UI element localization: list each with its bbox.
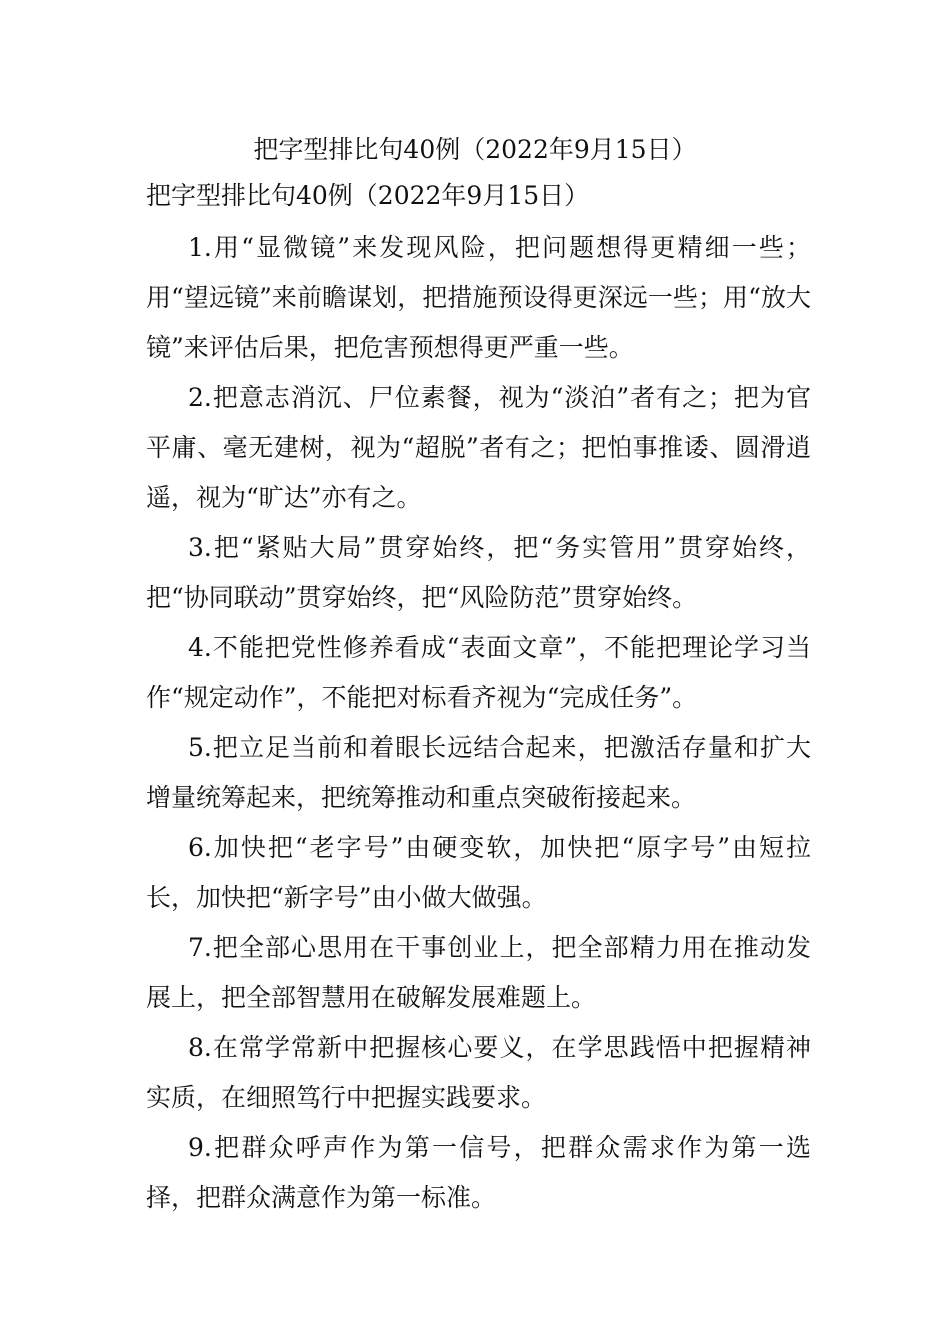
document-subtitle: 把字型排比句40例（2022年9月15日） bbox=[146, 181, 590, 210]
document-title: 把字型排比句40例（2022年9月15日） bbox=[253, 135, 697, 164]
document-body bbox=[146, 174, 811, 1223]
paragraph-3: 3.把“紧贴大局”贯穿始终，把“务实管用”贯穿始终，把“协同联动”贯穿始终，把“风险防范”贯穿始终。 bbox=[146, 533, 811, 612]
paragraph-8: 8.在常学常新中把握核心要义，在学思践悟中把握精神实质，在细照笃行中把握实践要求。 bbox=[146, 1033, 811, 1112]
paragraph-6: 6.加快把“老字号”由硬变软，加快把“原字号”由短拉长，加快把“新字号”由小做大做强。 bbox=[146, 833, 811, 912]
paragraph-5: 5.把立足当前和着眼长远结合起来，把激活存量和扩大增量统筹起来，把统筹推动和重点突破衔接起来。 bbox=[146, 733, 811, 812]
paragraph-1: 1.用“显微镜”来发现风险，把问题想得更精细一些；用“望远镜”来前瞻谋划，把措施预设得更深远一些；用“放大镜”来评估后果，把危害预想得更严重一些。 bbox=[146, 233, 811, 362]
paragraph-7: 7.把全部心思用在干事创业上，把全部精力用在推动发展上，把全部智慧用在破解发展难题上。 bbox=[146, 933, 811, 1012]
paragraph-4: 4.不能把党性修养看成“表面文章”，不能把理论学习当作“规定动作”，不能把对标看齐视为“完成任务”。 bbox=[146, 633, 811, 712]
paragraph-9: 9.把群众呼声作为第一信号，把群众需求作为第一选择，把群众满意作为第一标准。 bbox=[146, 1133, 811, 1212]
paragraph-2: 2.把意志消沉、尸位素餐，视为“淡泊”者有之；把为官平庸、毫无建树，视为“超脱”者有之；把怕事推诿、圆滑逍遥，视为“旷达”亦有之。 bbox=[146, 383, 811, 512]
